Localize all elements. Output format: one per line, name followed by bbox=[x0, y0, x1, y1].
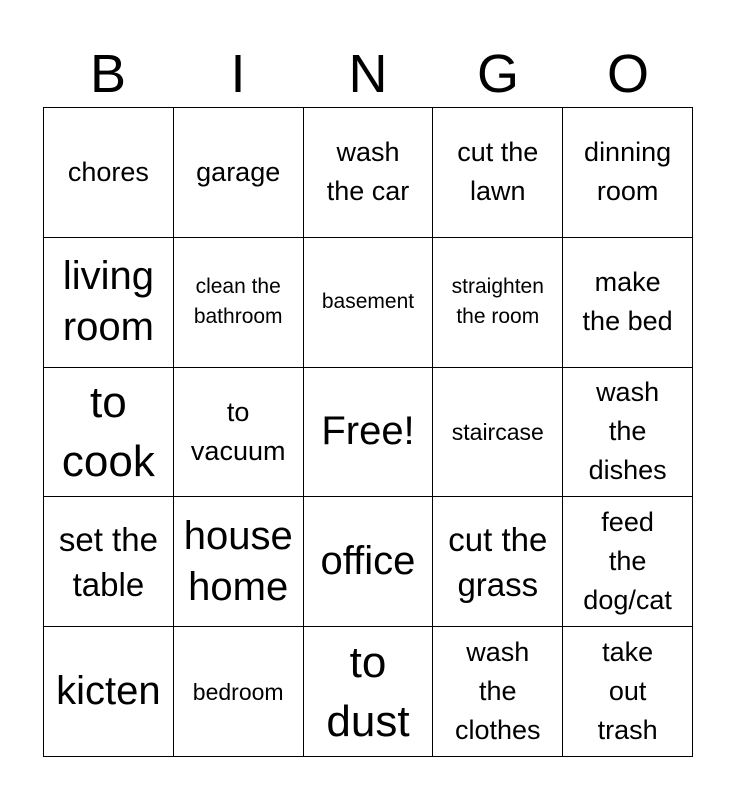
bingo-cell[interactable]: kicten bbox=[44, 627, 174, 757]
bingo-cell[interactable]: straighten the room bbox=[433, 238, 563, 368]
bingo-cell[interactable]: cut the grass bbox=[433, 497, 563, 627]
bingo-cell[interactable]: to vacuum bbox=[174, 368, 304, 498]
header-letter-n: N bbox=[348, 44, 388, 104]
bingo-cell[interactable]: bedroom bbox=[174, 627, 304, 757]
header-letter-o: O bbox=[606, 44, 649, 104]
bingo-grid bbox=[43, 107, 693, 757]
bingo-cell[interactable]: make the bed bbox=[563, 238, 693, 368]
header-letter-i: I bbox=[230, 44, 246, 104]
bingo-cell[interactable]: set the table bbox=[44, 497, 174, 627]
bingo-cell[interactable]: dinning room bbox=[563, 108, 693, 238]
bingo-cell[interactable]: chores bbox=[44, 108, 174, 238]
bingo-cell[interactable]: feed the dog/cat bbox=[563, 497, 693, 627]
bingo-cell[interactable]: house home bbox=[174, 497, 304, 627]
bingo-header bbox=[43, 40, 693, 108]
bingo-cell[interactable]: staircase bbox=[433, 368, 563, 498]
header-letter-g: G bbox=[476, 44, 519, 104]
free-space-cell[interactable]: Free! bbox=[304, 368, 434, 498]
bingo-cell[interactable]: take out trash bbox=[563, 627, 693, 757]
header-letter-b: B bbox=[89, 44, 127, 104]
bingo-cell[interactable]: basement bbox=[304, 238, 434, 368]
bingo-cell[interactable]: living room bbox=[44, 238, 174, 368]
bingo-cell[interactable]: wash the dishes bbox=[563, 368, 693, 498]
bingo-cell[interactable]: cut the lawn bbox=[433, 108, 563, 238]
bingo-cell[interactable]: to cook bbox=[44, 368, 174, 498]
bingo-cell[interactable]: wash the car bbox=[304, 108, 434, 238]
bingo-cell[interactable]: to dust bbox=[304, 627, 434, 757]
bingo-cell[interactable]: garage bbox=[174, 108, 304, 238]
bingo-cell[interactable]: clean the bathroom bbox=[174, 238, 304, 368]
bingo-cell[interactable]: wash the clothes bbox=[433, 627, 563, 757]
bingo-cell[interactable]: office bbox=[304, 497, 434, 627]
